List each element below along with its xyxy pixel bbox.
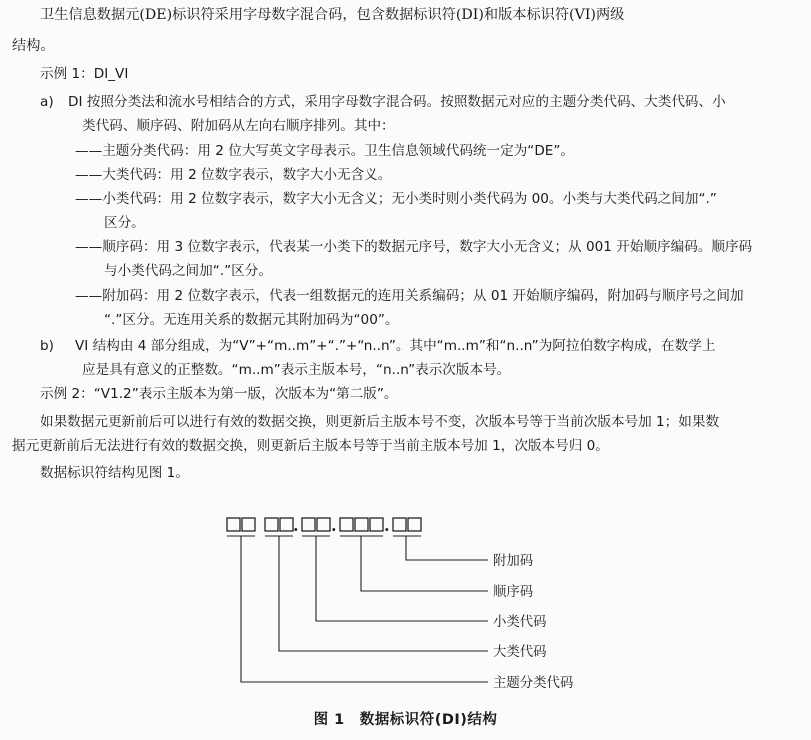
- see-figure-ref: 数据标识符结构见图 1。: [40, 465, 189, 481]
- dash-item-minor-code-line-2: 区分。: [104, 215, 145, 231]
- dash-item-minor-code-line-1: ——小类代码：用 2 位数字表示，数字大小无含义；无小类时则小类代码为 00。小类与大类代码之间加“.”: [75, 191, 717, 207]
- sequence-box-1: [340, 518, 353, 531]
- example-2: 示例 2：“V1.2”表示主版本为第一版，次版本为“第二版”。: [40, 386, 398, 402]
- label-minor-code: 小类代码: [493, 615, 547, 630]
- leader-lines: [241, 536, 488, 682]
- code-boxes: [227, 516, 421, 535]
- leader-minor: [316, 536, 488, 621]
- leader-subject: [241, 536, 488, 682]
- sequence-box-3: [370, 518, 383, 531]
- sequence-box-2: [355, 518, 368, 531]
- item-a-line-1: DI 按照分类法和流水号相结合的方式，采用字母数字混合码。按照数据元对应的主题分类代码、大类代码、小: [68, 94, 726, 110]
- item-b-marker: b): [40, 338, 54, 354]
- separator-dot: .: [331, 516, 337, 535]
- update-rule-line-2: 据元更新前后无法进行有效的数据交换，则更新后主版本号等于当前主版本号加 1，次版本号归 0。: [12, 438, 609, 454]
- label-additional-code: 附加码: [493, 554, 534, 569]
- dash-item-sequence-line-2: 与小类代码之间加“.”区分。: [104, 263, 272, 279]
- figure-caption: 图 1 数据标识符(DI)结构: [313, 712, 498, 728]
- subject-code-box-1: [227, 518, 240, 531]
- item-a-line-2: 类代码、顺序码、附加码从左向右顺序排列。其中：: [82, 118, 395, 134]
- item-a-marker: a): [40, 94, 54, 110]
- item-b-line-1: VI 结构由 4 部分组成，为“V”+“m..m”+“.”+“n..n”。其中“m..m”和“n..n”为阿拉伯数字构成，在数学上: [75, 338, 716, 354]
- minor-code-box-1: [302, 518, 315, 531]
- update-rule-line-1: 如果数据元更新前后可以进行有效的数据交换，则更新后主版本号不变，次版本号等于当前次版本号加 1；如果数: [40, 414, 720, 430]
- separator-dot: .: [293, 516, 299, 535]
- minor-code-box-2: [317, 518, 330, 531]
- dash-item-major-code: ——大类代码：用 2 位数字表示，数字大小无含义。: [75, 167, 392, 183]
- item-b-line-2: 应是具有意义的正整数。“m..m”表示主版本号，“n..n”表示次版本号。: [82, 362, 511, 378]
- dash-item-additional-line-1: ——附加码：用 2 位数字表示，代表一组数据元的连用关系编码；从 01 开始顺序编码，附加码与顺序号之间加: [75, 288, 744, 304]
- dash-item-additional-line-2: “.”区分。无连用关系的数据元其附加码为“00”。: [104, 312, 399, 328]
- dash-item-sequence-line-1: ——顺序码：用 3 位数字表示，代表某一小类下的数据元序号，数字大小无含义；从 001 开始顺序编码。顺序码: [75, 239, 753, 255]
- label-sequence-code: 顺序码: [493, 585, 534, 600]
- dash-item-subject-code: ——主题分类代码：用 2 位大写英文字母表示。卫生信息领域代码统一定为“DE”。: [75, 143, 575, 159]
- leader-major: [279, 536, 488, 651]
- label-major-code: 大类代码: [493, 645, 547, 660]
- example-1-label: 示例 1：DI_VI: [40, 66, 129, 82]
- label-subject-code: 主题分类代码: [493, 676, 574, 691]
- major-code-box-1: [265, 518, 278, 531]
- major-code-box-2: [280, 518, 293, 531]
- leader-additional: [406, 536, 488, 560]
- intro-line-2: 结构。: [12, 38, 55, 54]
- leader-sequence: [361, 536, 488, 591]
- additional-box-1: [393, 518, 406, 531]
- subject-code-box-2: [242, 518, 255, 531]
- additional-box-2: [408, 518, 421, 531]
- separator-dot: .: [384, 516, 390, 535]
- intro-line-1: 卫生信息数据元(DE)标识符采用字母数字混合码，包含数据标识符(DI)和版本标识符(VI)两级: [40, 7, 625, 23]
